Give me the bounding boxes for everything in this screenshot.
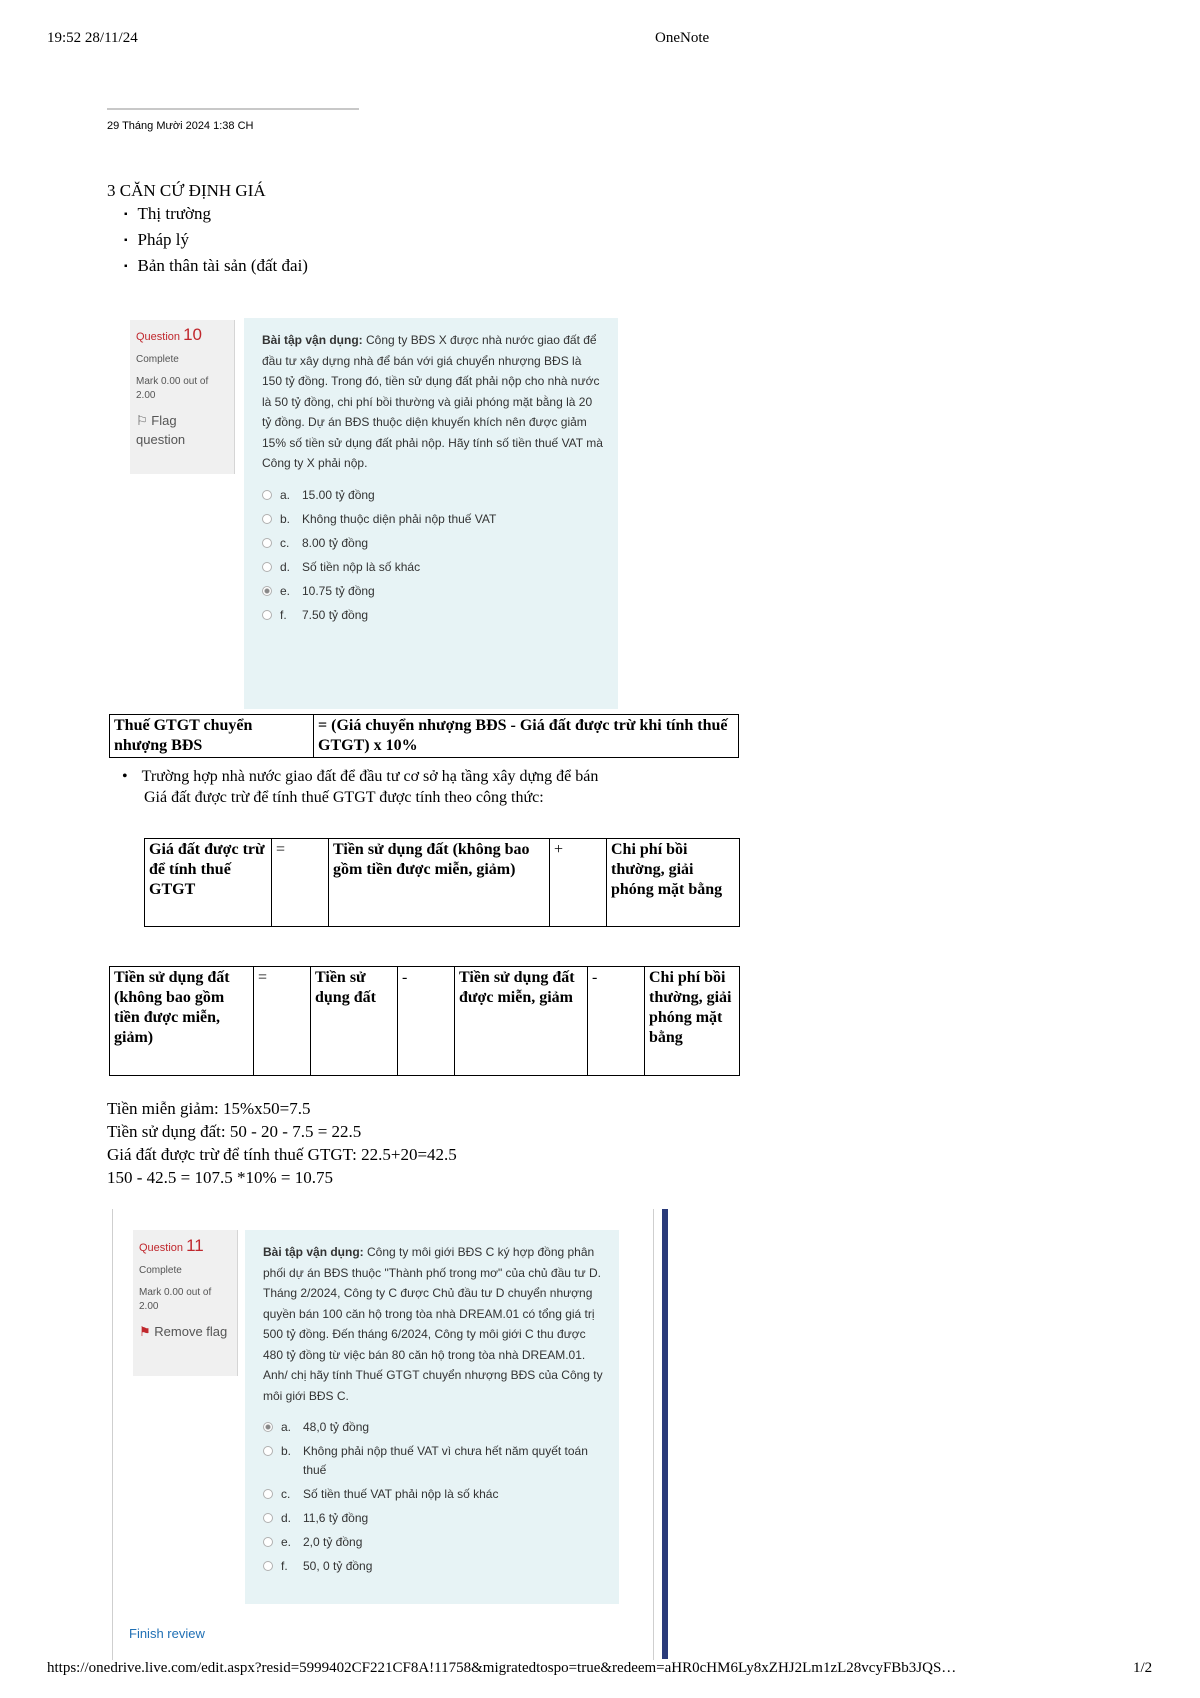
question-11-info (133, 1230, 238, 1376)
radio-selected-icon[interactable] (263, 1422, 273, 1432)
formula-term: Tiền sử dụng đất được miễn, giảm (455, 967, 588, 1076)
question-status: Complete (139, 1265, 182, 1276)
question-text: Bài tập vận dụng: Công ty môi giới BĐS C ký hợp đồng phân phối dự án BĐS thuộc "Thành phố trong mơ" của chủ đầu tư D. Tháng 2/2024, Công ty C được Chủ đầu tư D chuyển nhượng quyền bán 100 căn hộ trong tòa nhà DREAM.01 có tổng giá trị 500 tỷ đồng. Đến tháng 6/2024, Công ty môi giới C thu được 480 tỷ đồng từ việc bán 80 căn hộ trong tòa nhà DREAM.01. Anh/ chị hãy tính Thuế GTGT chuyển nhượng BĐS của Công ty môi giới BĐS C. (263, 1245, 603, 1403)
calc-line: Tiền sử dụng đất: 50 - 20 - 7.5 = 22.5 (107, 1122, 362, 1141)
remove-flag-button[interactable]: ⚑ Remove flag (139, 1324, 228, 1339)
list-item: ▪ Bản thân tài sản (đất đai) (124, 254, 308, 280)
answer-option-a[interactable]: a. 15.00 tỷ đồng (262, 486, 604, 505)
flag-icon: ⚑ (139, 1324, 151, 1339)
land-use-fee-table (109, 966, 740, 1076)
question-mark: Mark 0.00 out of 2.00 (136, 376, 209, 401)
formula-operator: + (550, 839, 607, 927)
basis-list (124, 202, 308, 280)
answer-options (263, 1418, 605, 1576)
print-datetime: 19:52 28/11/24 (47, 30, 138, 46)
answer-option-c[interactable]: c. 8.00 tỷ đồng (262, 534, 604, 553)
formula-term: Chi phí bồi thường, giải phóng mặt bằng (607, 839, 740, 927)
radio-icon[interactable] (262, 490, 272, 500)
radio-selected-icon[interactable] (262, 586, 272, 596)
radio-icon[interactable] (263, 1513, 273, 1523)
list-item: ▪ Pháp lý (124, 228, 308, 254)
question-number: Question 11 (139, 1236, 204, 1255)
answer-options (262, 486, 604, 625)
radio-icon[interactable] (262, 562, 272, 572)
formula-term: Tiền sử dụng đất (không bao gồm tiền được miễn, giảm) (329, 839, 550, 927)
formula-term: Chi phí bồi thường, giải phóng mặt bằng (645, 967, 740, 1076)
answer-option-d[interactable]: d. Số tiền nộp là số khác (262, 558, 604, 577)
formula-term: Tiền sử dụng đất (không bao gồm tiền được miễn, giảm) (110, 967, 254, 1076)
radio-icon[interactable] (263, 1537, 273, 1547)
flag-question-button[interactable]: ⚐ Flag question (136, 413, 186, 447)
formula-right: = (Giá chuyển nhượng BĐS - Giá đất được trừ khi tính thuế GTGT) x 10% (314, 715, 739, 758)
radio-icon[interactable] (263, 1489, 273, 1499)
page-number: 1/2 (1133, 1660, 1153, 1676)
note-heading: 3 CĂN CỨ ĐỊNH GIÁ (107, 181, 266, 200)
answer-option-f[interactable]: f. 50, 0 tỷ đồng (263, 1557, 605, 1576)
answer-option-d[interactable]: d. 11,6 tỷ đồng (263, 1509, 605, 1528)
answer-option-a[interactable]: a. 48,0 tỷ đồng (263, 1418, 605, 1437)
case-bullet: • Trường hợp nhà nước giao đất để đầu tư cơ sở hạ tầng xây dựng để bán (122, 768, 598, 786)
radio-icon[interactable] (263, 1561, 273, 1571)
app-title: OneNote (655, 30, 710, 46)
question-10-content (244, 318, 618, 709)
radio-icon[interactable] (263, 1446, 273, 1456)
answer-option-e[interactable]: e. 2,0 tỷ đồng (263, 1533, 605, 1552)
question-mark: Mark 0.00 out of 2.00 (139, 1287, 212, 1312)
answer-option-c[interactable]: c. Số tiền thuế VAT phải nộp là số khác (263, 1485, 605, 1504)
answer-option-e[interactable]: e. 10.75 tỷ đồng (262, 582, 604, 601)
scrollbar[interactable] (662, 1209, 668, 1659)
footer-url: https://onedrive.live.com/edit.aspx?resid=5999402CF221CF8A!11758&migratedtospo=true&redeem=aHR0cHM6Ly8xZHJ2Lm1zL28vcyFBb3JQS… (47, 1660, 957, 1676)
note-date: 29 Tháng Mười 2024 1:38 CH (107, 120, 254, 132)
radio-icon[interactable] (262, 610, 272, 620)
finish-review-link[interactable]: Finish review (129, 1626, 205, 1641)
question-11-content (245, 1230, 619, 1604)
formula-operator: - (588, 967, 645, 1076)
calculation-notes (107, 1097, 457, 1189)
formula-operator: = (254, 967, 311, 1076)
vat-formula-table (109, 714, 739, 758)
radio-icon[interactable] (262, 538, 272, 548)
title-underline (107, 108, 359, 110)
flag-icon: ⚐ (136, 413, 148, 428)
question-number: Question 10 (136, 325, 203, 344)
deductible-land-price-table (144, 838, 740, 927)
formula-term: Giá đất được trừ để tính thuế GTGT (145, 839, 272, 927)
answer-option-b[interactable]: b. Không thuộc diện phải nộp thuế VAT (262, 510, 604, 529)
question-text: Bài tập vận dụng: Công ty BĐS X được nhà nước giao đất để đầu tư xây dựng nhà để bán với giá chuyển nhượng BĐS là 150 tỷ đồng. Trong đó, tiền sử dụng đất phải nộp cho nhà nước là 50 tỷ đồng, chi phí bồi thường và giải phóng mặt bằng là 20 tỷ đồng. Dự án BĐS thuộc diện khuyến khích nên được giảm 15% số tiền sử dụng đất phải nộp. Hãy tính số tiền thuế VAT mà Công ty X phải nộp. (262, 333, 603, 470)
formula-operator: - (398, 967, 455, 1076)
formula-operator: = (272, 839, 329, 927)
case-note: Giá đất được trừ để tính thuế GTGT được tính theo công thức: (144, 789, 544, 806)
answer-option-f[interactable]: f. 7.50 tỷ đồng (262, 606, 604, 625)
calc-line: Giá đất được trừ để tính thuế GTGT: 22.5+20=42.5 (107, 1145, 457, 1164)
question-status: Complete (136, 354, 179, 365)
radio-icon[interactable] (262, 514, 272, 524)
calc-line: Tiền miễn giảm: 15%x50=7.5 (107, 1099, 311, 1118)
list-item: ▪ Thị trường (124, 202, 308, 228)
question-10-info (130, 320, 235, 474)
calc-line: 150 - 42.5 = 107.5 *10% = 10.75 (107, 1168, 333, 1187)
answer-option-b[interactable]: b. Không phải nộp thuế VAT vì chưa hết năm quyết toán thuế (263, 1442, 605, 1480)
formula-left: Thuế GTGT chuyển nhượng BĐS (110, 715, 314, 758)
formula-term: Tiền sử dụng đất (311, 967, 398, 1076)
